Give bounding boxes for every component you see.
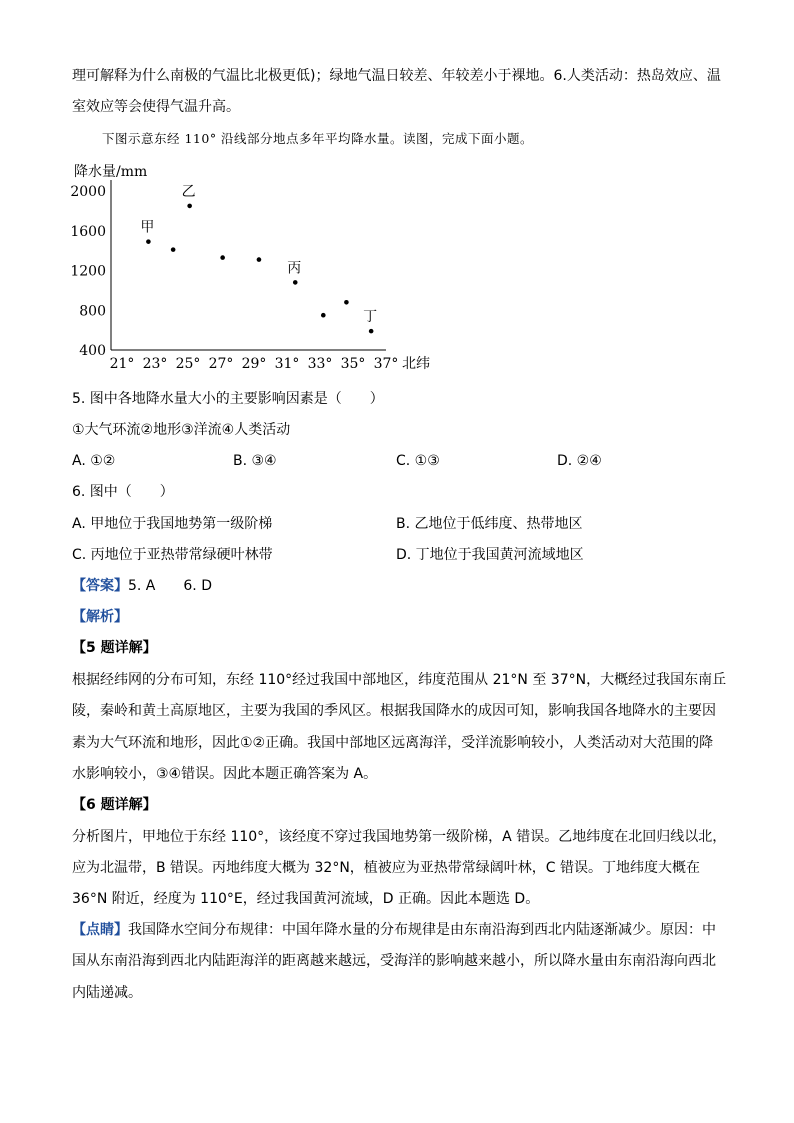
x-tick-label: 31° bbox=[274, 356, 300, 372]
detail5-line-2: 陵，秦岭和黄土高原地区，主要为我国的季风区。根据我国降水的成因可知，影响我国各地降水的主要因 bbox=[72, 703, 716, 719]
q6-option-d[interactable]: D. 丁地位于我国黄河流域地区 bbox=[396, 547, 584, 563]
data-point bbox=[171, 247, 176, 252]
y-tick-label: 2000 bbox=[70, 184, 106, 200]
y-axis-label: 降水量/mm bbox=[74, 164, 148, 180]
y-tick-label: 1600 bbox=[70, 223, 106, 240]
data-point bbox=[321, 313, 326, 318]
detail5-line-3: 素为大气环流和地形，因此①②正确。我国中部地区远离海洋，受洋流影响较小，人类活动对大范围的降 bbox=[72, 735, 714, 751]
point-label: 丙 bbox=[287, 260, 302, 277]
data-point bbox=[293, 280, 298, 285]
q6-option-c[interactable]: C. 丙地位于亚热带常绿硬叶林带 bbox=[72, 547, 273, 563]
q5-stem: 5. 图中各地降水量大小的主要影响因素是（ ） bbox=[72, 391, 384, 407]
x-axis-label: 北纬 bbox=[402, 356, 430, 372]
data-point bbox=[220, 255, 225, 260]
q6-stem: 6. 图中（ ） bbox=[72, 484, 174, 500]
q5-option-b[interactable]: B. ③④ bbox=[233, 453, 277, 469]
data-point bbox=[146, 239, 151, 244]
note-text-1: 我国降水空间分布规律：中国年降水量的分布规律是由东南沿海到西北内陆逐渐减少。原因：中 bbox=[128, 922, 716, 938]
note-label: 【点睛】 bbox=[72, 922, 128, 938]
point-label: 乙 bbox=[181, 183, 196, 200]
data-point bbox=[187, 204, 192, 209]
answer-text: 5. A 6. D bbox=[128, 578, 212, 594]
x-tick-label: 25° bbox=[175, 356, 201, 372]
analysis-label: 【解析】 bbox=[72, 609, 128, 625]
point-label: 甲 bbox=[140, 219, 155, 236]
detail6-line-3: 36°N 附近，经度为 110°E，经过我国黄河流域，D 正确。因此本题选 D。 bbox=[72, 891, 540, 907]
x-tick-label: 21° bbox=[109, 356, 135, 372]
q5-option-c[interactable]: C. ①③ bbox=[396, 453, 440, 469]
data-point bbox=[344, 300, 349, 305]
detail5-line-1: 根据经纬网的分布可知，东经 110°经过我国中部地区，纬度范围从 21°N 至 37°N，大概经过我国东南丘 bbox=[72, 672, 727, 688]
q6-option-b[interactable]: B. 乙地位于低纬度、热带地区 bbox=[396, 516, 583, 532]
y-tick-label: 1200 bbox=[70, 263, 106, 280]
x-tick-label: 29° bbox=[241, 356, 267, 372]
intro-line-2: 室效应等会使得气温升高。 bbox=[72, 99, 240, 115]
detail6-line-2: 应为北温带，B 错误。丙地纬度大概为 32°N，植被应为亚热带常绿阔叶林，C 错误。丁地纬度大概在 bbox=[72, 860, 701, 876]
x-tick-label: 33° bbox=[307, 356, 333, 372]
detail5-line-4: 水影响较小，③④错误。因此本题正确答案为 A。 bbox=[72, 766, 378, 782]
detail6-title: 【6 题详解】 bbox=[72, 797, 157, 813]
detail6-line-1: 分析图片，甲地位于东经 110°，该经度不穿过我国地势第一级阶梯，A 错误。乙地纬度在北回归线以北， bbox=[72, 829, 727, 845]
x-tick-label: 37° bbox=[373, 356, 399, 372]
q6-option-a[interactable]: A. 甲地位于我国地势第一级阶梯 bbox=[72, 516, 273, 532]
intro-line-1: 理可解释为什么南极的气温比北极更低)；绿地气温日较差、年较差小于裸地。6.人类活动：热岛效应、温 bbox=[72, 68, 721, 84]
x-tick-label: 35° bbox=[340, 356, 366, 372]
point-label: 丁 bbox=[363, 309, 378, 326]
note-line-2: 国从东南沿海到西北内陆距海洋的距离越来越远，受海洋的影响越来越小，所以降水量由东南沿海向西北 bbox=[72, 953, 716, 969]
detail5-title: 【5 题详解】 bbox=[72, 640, 157, 656]
data-point bbox=[369, 329, 374, 334]
note-line-3: 内陆递减。 bbox=[72, 985, 142, 1001]
q5-option-d[interactable]: D. ②④ bbox=[557, 453, 602, 469]
x-tick-label: 27° bbox=[208, 356, 234, 372]
y-tick-label: 400 bbox=[79, 343, 106, 359]
x-tick-label: 23° bbox=[142, 356, 168, 372]
q5-option-a[interactable]: A. ①② bbox=[72, 453, 116, 469]
y-tick-label: 800 bbox=[79, 303, 106, 320]
data-point bbox=[257, 257, 262, 262]
note-line-1 bbox=[72, 920, 716, 940]
q5-factors: ①大气环流②地形③洋流④人类活动 bbox=[72, 422, 291, 438]
answer-line bbox=[72, 576, 212, 596]
question-stem: 下图示意东经 110° 沿线部分地点多年平均降水量。读图，完成下面小题。 bbox=[102, 131, 534, 146]
precipitation-scatter-chart bbox=[66, 156, 430, 378]
answer-label: 【答案】 bbox=[72, 578, 128, 594]
